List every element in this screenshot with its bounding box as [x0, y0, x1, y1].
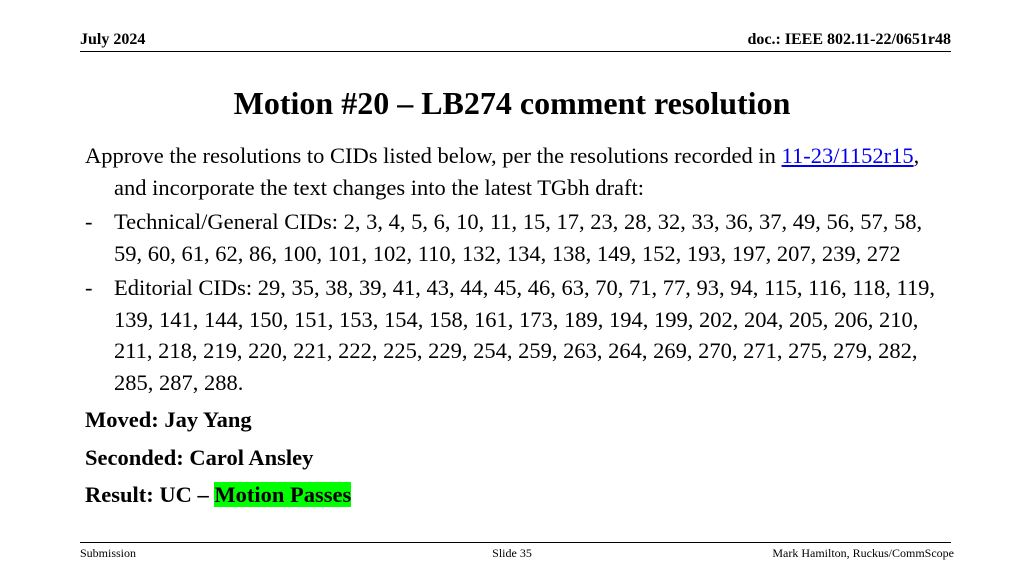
- moved-line: Moved: Jay Yang: [85, 407, 252, 432]
- footer-author: Mark Hamilton, Ruckus/CommScope: [772, 546, 954, 560]
- result-line: [85, 479, 945, 511]
- bullet-dash: -: [85, 209, 93, 234]
- editorial-cids-text: Editorial CIDs: 29, 35, 38, 39, 41, 43, 44, 45, 46, 63, 70, 71, 77, 93, 94, 115, 116, 118, 119, 139, 141, 144, 150, 151, 153, 154, 158, 161, 173, 189, 194, 199, 202, 204, 205, 206, 210, 211, 218, 219, 220, 221, 222, 225, 229, 254, 259, 263, 264, 269, 270, 271, 275, 279, 282, 285, 287, 288.: [114, 275, 936, 395]
- intro-text-after-link: , and incorporate the text changes into the latest TGbh draft:: [114, 143, 920, 200]
- result-highlight: Motion Passes: [214, 482, 352, 507]
- seconded-line: Seconded: Carol Ansley: [85, 444, 314, 470]
- footer-divider: [80, 542, 951, 543]
- bullet-technical-cids: [85, 206, 945, 269]
- intro-text-before-link: Approve the resolutions to CIDs listed below, per the resolutions recorded in: [85, 143, 782, 168]
- header-divider: [80, 51, 951, 52]
- header-doc-number: doc.: IEEE 802.11-22/0651r48: [747, 31, 951, 48]
- intro-paragraph: [85, 140, 945, 203]
- result-prefix: Result: UC –: [85, 482, 215, 507]
- footer-slide-number: Slide 35: [492, 546, 532, 560]
- slide-body: [85, 140, 945, 511]
- header-date: July 2024: [80, 31, 146, 48]
- bullet-dash: -: [85, 275, 93, 300]
- bullet-editorial-cids: [85, 272, 945, 398]
- document-link[interactable]: 11-23/1152r15: [781, 143, 914, 168]
- footer-submission: Submission: [80, 546, 137, 560]
- technical-cids-text: Technical/General CIDs: 2, 3, 4, 5, 6, 10, 11, 15, 17, 23, 28, 32, 33, 36, 37, 49, 56, 57, 58, 59, 60, 61, 62, 86, 100, 101, 102, 110, 132, 134, 138, 149, 152, 193, 197, 207, 239, 272: [114, 209, 923, 266]
- slide-title: Motion #20 – LB274 comment resolution: [233, 85, 791, 121]
